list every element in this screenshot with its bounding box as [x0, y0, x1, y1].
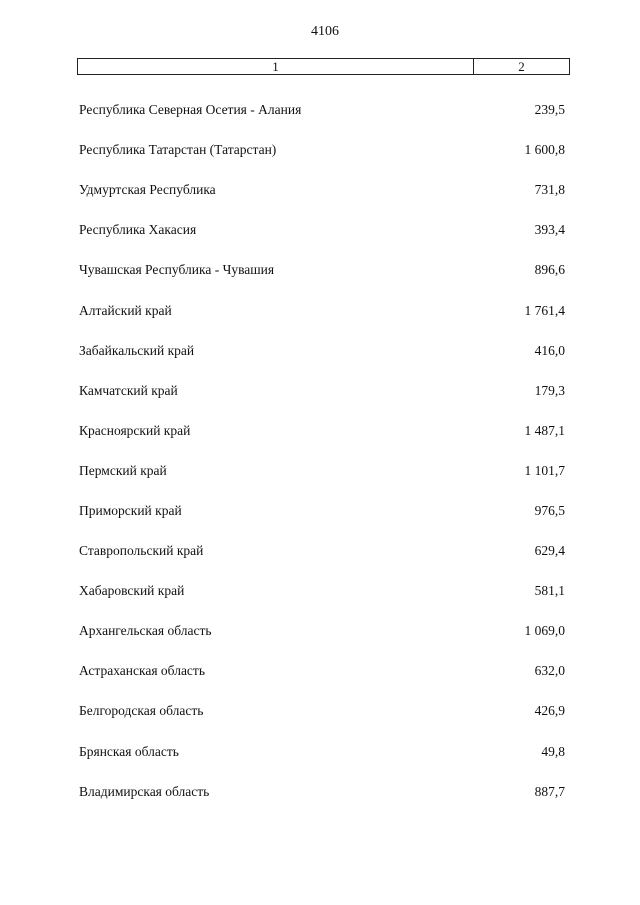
region-name: Красноярский край [79, 422, 191, 438]
header-column-1: 1 [78, 59, 474, 74]
region-value: 581,1 [534, 583, 565, 599]
region-value: 1 101,7 [524, 462, 565, 478]
region-name: Брянская область [79, 743, 179, 759]
region-value: 976,5 [534, 502, 565, 518]
region-value: 1 600,8 [524, 142, 565, 158]
table-row [79, 250, 565, 290]
region-name: Ставропольский край [79, 543, 204, 559]
table-row [79, 170, 565, 210]
data-table-body [79, 90, 565, 812]
region-name: Астраханская область [79, 663, 205, 679]
region-value: 896,6 [534, 262, 565, 278]
region-value: 731,8 [534, 182, 565, 198]
region-value: 393,4 [534, 222, 565, 238]
table-row [79, 732, 565, 772]
table-row [79, 491, 565, 531]
region-name: Забайкальский край [79, 342, 195, 358]
table-row [79, 90, 565, 130]
region-name: Республика Северная Осетия - Алания [79, 102, 302, 118]
table-row [79, 611, 565, 651]
table-row [79, 691, 565, 731]
region-name: Белгородская область [79, 703, 204, 719]
region-value: 239,5 [534, 102, 565, 118]
table-row [79, 411, 565, 451]
table-row [79, 571, 565, 611]
region-value: 629,4 [534, 543, 565, 559]
region-value: 1 487,1 [524, 422, 565, 438]
region-name: Архангельская область [79, 623, 212, 639]
region-name: Камчатский край [79, 382, 178, 398]
table-row [79, 331, 565, 371]
region-name: Удмуртская Республика [79, 182, 216, 198]
table-row [79, 531, 565, 571]
table-row [79, 210, 565, 250]
region-name: Хабаровский край [79, 583, 185, 599]
table-row [79, 451, 565, 491]
region-name: Приморский край [79, 502, 182, 518]
table-row [79, 371, 565, 411]
region-value: 416,0 [534, 342, 565, 358]
region-name: Республика Хакасия [79, 222, 197, 238]
region-name: Алтайский край [79, 302, 172, 318]
table-row [79, 651, 565, 691]
page-number: 4106 [311, 24, 339, 39]
region-name: Чувашская Республика - Чувашия [79, 262, 275, 278]
region-name: Пермский край [79, 462, 167, 478]
region-value: 1 761,4 [524, 302, 565, 318]
region-value: 632,0 [534, 663, 565, 679]
table-row [79, 290, 565, 330]
region-value: 179,3 [534, 382, 565, 398]
region-value: 1 069,0 [524, 623, 565, 639]
region-value: 49,8 [541, 743, 565, 759]
region-name: Владимирская область [79, 783, 210, 799]
table-row [79, 130, 565, 170]
region-value: 887,7 [534, 783, 565, 799]
region-name: Республика Татарстан (Татарстан) [79, 142, 277, 158]
table-row [79, 772, 565, 812]
table-header [77, 58, 570, 75]
header-column-2: 2 [518, 59, 525, 74]
region-value: 426,9 [534, 703, 565, 719]
